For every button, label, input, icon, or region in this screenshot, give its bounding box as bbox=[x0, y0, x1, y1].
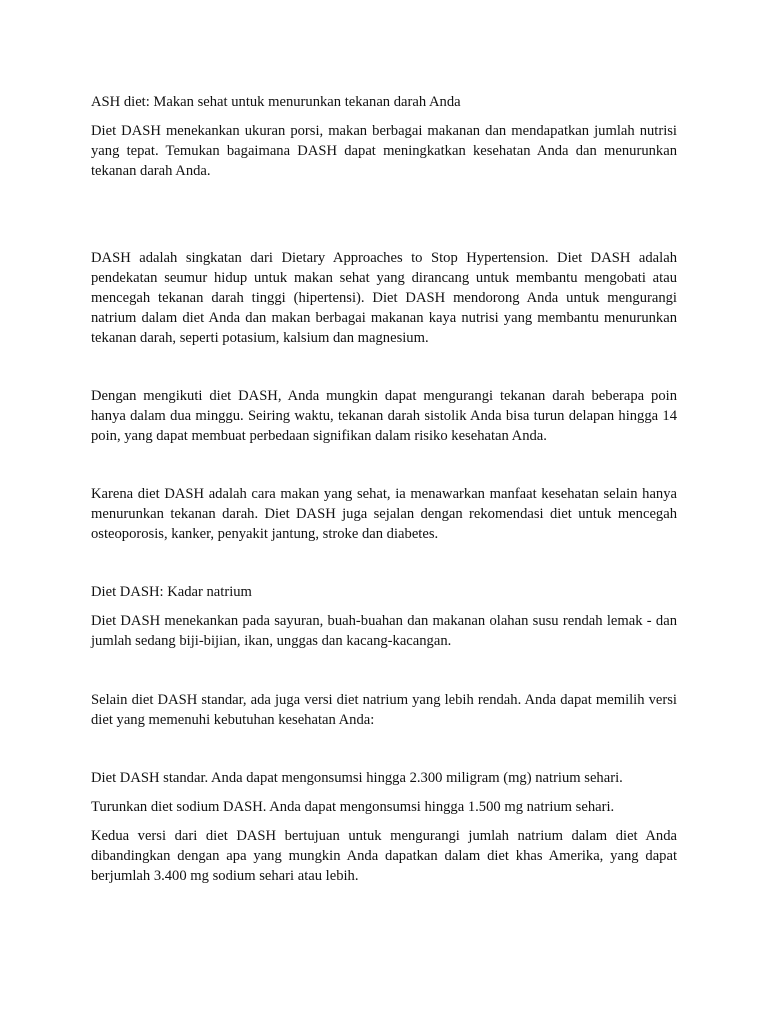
standard-diet-item: Diet DASH standar. Anda dapat mengonsumsi hingga 2.300 miligram (mg) natrium sehari. bbox=[91, 770, 623, 786]
low-sodium-diet-item: Turunkan diet sodium DASH. Anda dapat mengonsumsi hingga 1.500 mg natrium sehari. bbox=[91, 799, 615, 815]
health-benefits-paragraph: Karena diet DASH adalah cara makan yang sehat, ia menawarkan manfaat kesehatan selain hanya menurunkan tekanan darah. Diet DASH juga sejalan dengan rekomendasi diet untuk mencegah osteoporosis, kanker, penyakit jantung, stroke dan diabetes. bbox=[91, 486, 677, 542]
blood-pressure-paragraph: Dengan mengikuti diet DASH, Anda mungkin dapat mengurangi tekanan darah beberapa poin hanya dalam dua minggu. Seiring waktu, tekanan darah sistolik Anda bisa turun delapan hingga 14 poin, yang dapat membuat perbedaan signifikan dalam risiko kesehatan Anda. bbox=[91, 388, 677, 444]
page-title: ASH diet: Makan sehat untuk menurunkan tekanan darah Anda bbox=[91, 94, 461, 110]
food-emphasis-paragraph: Diet DASH menekankan pada sayuran, buah-buahan dan makanan olahan susu rendah lemak - dan jumlah sedang biji-bijian, ikan, unggas dan kacang-kacangan. bbox=[91, 613, 677, 649]
intro-paragraph: Diet DASH menekankan ukuran porsi, makan berbagai makanan dan mendapatkan jumlah nutrisi yang tepat. Temukan bagaimana DASH dapat meningkatkan kesehatan Anda dan menurunkan tekanan darah Anda. bbox=[91, 123, 677, 179]
diet-versions-paragraph: Selain diet DASH standar, ada juga versi diet natrium yang lebih rendah. Anda dapat memilih versi diet yang memenuhi kebutuhan kesehatan Anda: bbox=[91, 692, 677, 728]
section-heading-sodium: Diet DASH: Kadar natrium bbox=[91, 584, 252, 600]
dash-definition-paragraph: DASH adalah singkatan dari Dietary Approaches to Stop Hypertension. Diet DASH adalah pendekatan seumur hidup untuk makan sehat yang dirancang untuk membantu mengobati atau mencegah tekanan darah tinggi (hipertensi). Diet DASH mendorong Anda untuk mengurangi natrium dalam diet Anda dan makan berbagai makanan kaya nutrisi yang membantu menurunkan tekanan darah, seperti potasium, kalsium dan magnesium. bbox=[91, 250, 677, 346]
sodium-comparison-paragraph: Kedua versi dari diet DASH bertujuan untuk mengurangi jumlah natrium dalam diet Anda dibandingkan dengan apa yang mungkin Anda dapatkan dalam diet khas Amerika, yang dapat berjumlah 3.400 mg sodium sehari atau lebih. bbox=[91, 828, 677, 884]
